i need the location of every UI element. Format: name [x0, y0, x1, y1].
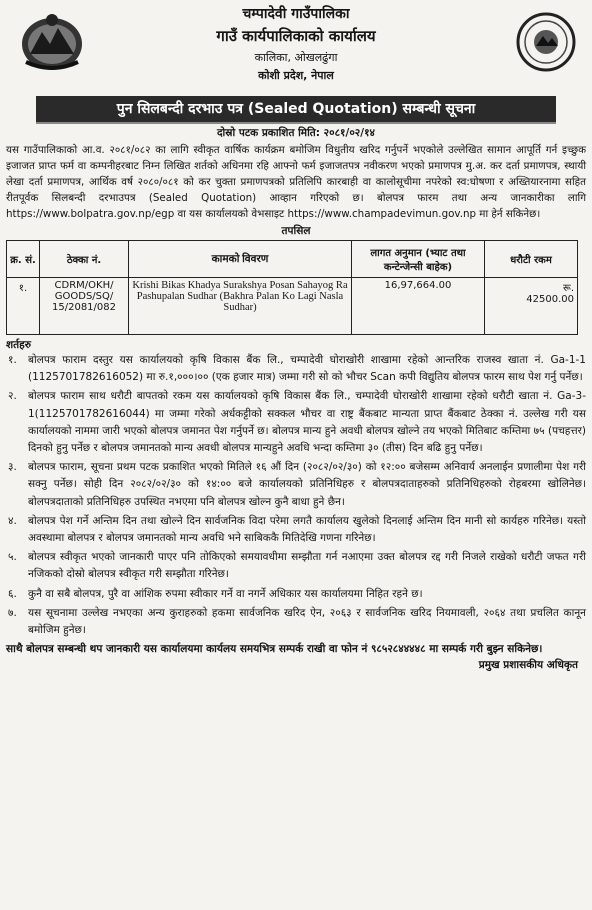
- notice-title: पुन सिलबन्दी दरभाउ पत्र (Sealed Quotation) सम्बन्धी सूचना: [36, 96, 556, 122]
- office-name: गाउँ कार्यपालिकाको कार्यालय: [216, 27, 376, 45]
- tender-table: [6, 240, 578, 335]
- publish-date: दोस्रो पटक प्रकाशित मिति: २०८१/०२/१४: [216, 127, 375, 139]
- list-item: [6, 605, 586, 639]
- term-text: बोलपत्र पेश गर्ने अन्तिम दिन तथा खोल्ने दिन सार्वजनिक विदा परेमा लगतै कार्यालय खुलेको दिनलाई अन्तिम दिन मानी सो कार्यहरु गरिनेछ। यस्तो अवस्थामा बोलपत्र र बोलपत्र जमानतको मान्य अवधि भने साबिककै मितिदेखि गणना गरिनेछ।: [28, 514, 586, 545]
- col-contract-no: ठेक्का नं.: [40, 241, 129, 278]
- term-number: २.: [8, 390, 17, 403]
- municipality-name: चम्पादेवी गाउँपालिका: [242, 6, 350, 22]
- term-text: बोलपत्र फाराम, सूचना प्रथम पटक प्रकाशित भएको मितिले १६ औं दिन (२०८२/०२/३०) को १२:०० बजेसम्म अनिवार्य अनलाईन प्रणालीमा पेश गरी सक्नु पर्नेछ। सोही दिन २०८२/०२/३० को १४:०० बजे कार्यालयको प्रतिनिधिहरु र बोलपत्रदाताहरुको प्रतिनिधिहरुको रोहबरमा खोलिनेछ। बोलपत्रदाताको प्रतिनिधिहरु उपस्थित नभएमा पनि बोलपत्र खोल्न कुनै बाधा हुने छैन।: [28, 461, 586, 508]
- terms-list: [6, 352, 586, 639]
- letterhead: [6, 0, 586, 92]
- term-number: ५.: [8, 551, 17, 564]
- term-text: यस सूचनामा उल्लेख नभएका अन्य कुराहरुको हकमा सार्वजनिक खरिद ऐन, २०६३ र सार्वजनिक खरिद नियमावली, २०६४ तथा प्रचलित कानून बमोजिम हुनेछ।: [28, 606, 586, 637]
- list-item: [6, 513, 586, 547]
- term-number: ७.: [8, 606, 17, 619]
- list-item: [6, 459, 586, 511]
- term-text: बोलपत्र फाराम दस्तुर यस कार्यालयको कृषि विकास बैंक लि., चम्पादेवी घोराखोरी शाखामा रहेको आन्तरिक राजस्व खाता नं. Ga-1-1 (1125701782616052) मा रु.१,०००।०० (एक हजार मात्र) जम्मा गरी सो को भौचर Scan कपी विद्युतिय बोलपत्र फारम साथ पेश गर्नु पर्नेछ।: [28, 354, 586, 384]
- row-serial: १.: [7, 278, 40, 335]
- contact-note: साथै बोलपत्र सम्बन्धी थप जानकारी यस कार्यालयमा कार्यलय समयभित्र सम्पर्क राखी वा फोन नं ९८५२८४४४४८ मा सम्पर्क गरी बुझ्न सकिनेछ।: [6, 643, 543, 656]
- term-number: ६.: [8, 587, 17, 600]
- list-item: [6, 549, 586, 583]
- row-description: Krishi Bikas Khadya Surakshya Posan Sahayog Ra Pashupalan Sudhar (Bakhra Palan Ko Lagi Nasla Sudhar): [129, 278, 352, 335]
- deposit-currency: रू.: [563, 283, 574, 294]
- col-description: कामको विवरण: [129, 241, 352, 278]
- terms-heading: शर्तहरु: [6, 339, 31, 351]
- intro-paragraph: यस गाउँपालिकाको आ.व. २०८१/०८२ का लागि स्वीकृत वार्षिक कार्यक्रम बमोजिम विधुतीय खरिद गर्नुपर्ने भएकोले उल्लेखित सामान आपूर्ति गर्न इच्छुक इजाजत प्राप्त फर्म वा कम्पनीहरबाट निम्न लिखित शर्तको अधिनमा रहि आफ्नो फर्म इजाजतपत्र नवीकरण भएको प्रमाणपत्र मु.अ. कर दर्ता प्रमाणपत्र, स्थायी लेखा दर्ता प्रमाणपत्र, आर्थिक वर्ष २०८०/०८१ को कर चुक्ता प्रमाणपत्रको प्रतिलिपि कारबाही वा कालोसूचीमा नपरेको स्व:घोषणा र अख्तियारनामा सहित रीतपूर्वक सिलबन्दी दरभाउपत्र (Sealed Quotation) आव्हान गरिएको छ। बोलपत्र फारम तथा अन्य जानकारीका लागि https://www.bolpatra.gov.np/egp वा यस कार्यालयको वेभसाइट https://www.champadevimun.gov.np मा हेर्न सकिनेछ।: [6, 144, 586, 220]
- office-location: कालिका, ओखलढुंगा: [254, 51, 338, 64]
- row-contract-no: CDRM/OKH/ GOODS/SQ/ 15/2081/082: [40, 278, 129, 335]
- col-serial: क्र. सं.: [7, 241, 40, 278]
- row-deposit: [485, 278, 578, 335]
- municipality-seal-icon: [516, 12, 576, 72]
- term-number: ४.: [8, 514, 17, 527]
- term-text: बोलपत्र फाराम साथ धरौटी बापतको रकम यस कार्यालयको कृषि विकास बैंक लि., चम्पादेवी घोराखोरी शाखामा रहेको धरौटी खाता नं. Ga-3-1(1125701782616044) मा जम्मा गरेको अर्धकट्टीको सक्कल भौचर वा राष्ट्र बैंकबाट मान्यता प्राप्त बैंकबाट ठेक्का नं. उल्लेख गरी यस कार्यालयको नाममा जारी भएको बोलपत्र जमानत पेश गर्नुपर्ने छ। बोलपत्र मान्य हुने अवधी बोलपत्र खोल्ने तय भएको मितिबाट कम्तिमा ७५ (पचहत्तर) दिनको हुनु पर्नेछ र बोलपत्र जमानतको मान्य अवधी बोलपत्र मान्यहुने अवधि भन्दा कम्तिमा ३० (तीस) दिन बढि हुनु पर्नेछ।: [28, 390, 586, 455]
- list-item: [6, 388, 586, 457]
- table-heading: तपसिल: [281, 225, 311, 237]
- term-text: बोलपत्र स्वीकृत भएको जानकारी पाएर पनि तोकिएको समयावधीमा सम्झौता गर्न नआएमा उक्त बोलपत्र रद्द गरी निजले राखेको धरौटी जफत गरी नजिकको दोस्रो बोलपत्र स्वीकृत गरी सम्झौता गरिनेछ।: [28, 551, 586, 581]
- table-row: [7, 278, 578, 335]
- term-text: कुनै वा सबै बोलपत्र, पुरै वा आंशिक रुपमा स्वीकार गर्ने वा नगर्ने अधिकार यस कार्यालयमा निहित रहने छ।: [28, 587, 423, 600]
- col-deposit: धरौटी रकम: [485, 241, 578, 278]
- list-item: [6, 586, 586, 603]
- deposit-amount: 42500.00: [526, 294, 574, 305]
- signatory-title: प्रमुख प्रशासकीय अधिकृत: [478, 659, 578, 672]
- province-name: कोशी प्रदेश, नेपाल: [258, 69, 334, 82]
- term-number: ३.: [8, 461, 17, 474]
- col-cost-estimate: लागत अनुमान (भ्याट तथा कन्टेन्जेन्सी बाहेक): [352, 241, 485, 278]
- list-item: [6, 352, 586, 386]
- row-cost-estimate: 16,97,664.00: [352, 278, 485, 335]
- table-header-row: [7, 241, 578, 278]
- term-number: १.: [8, 354, 17, 366]
